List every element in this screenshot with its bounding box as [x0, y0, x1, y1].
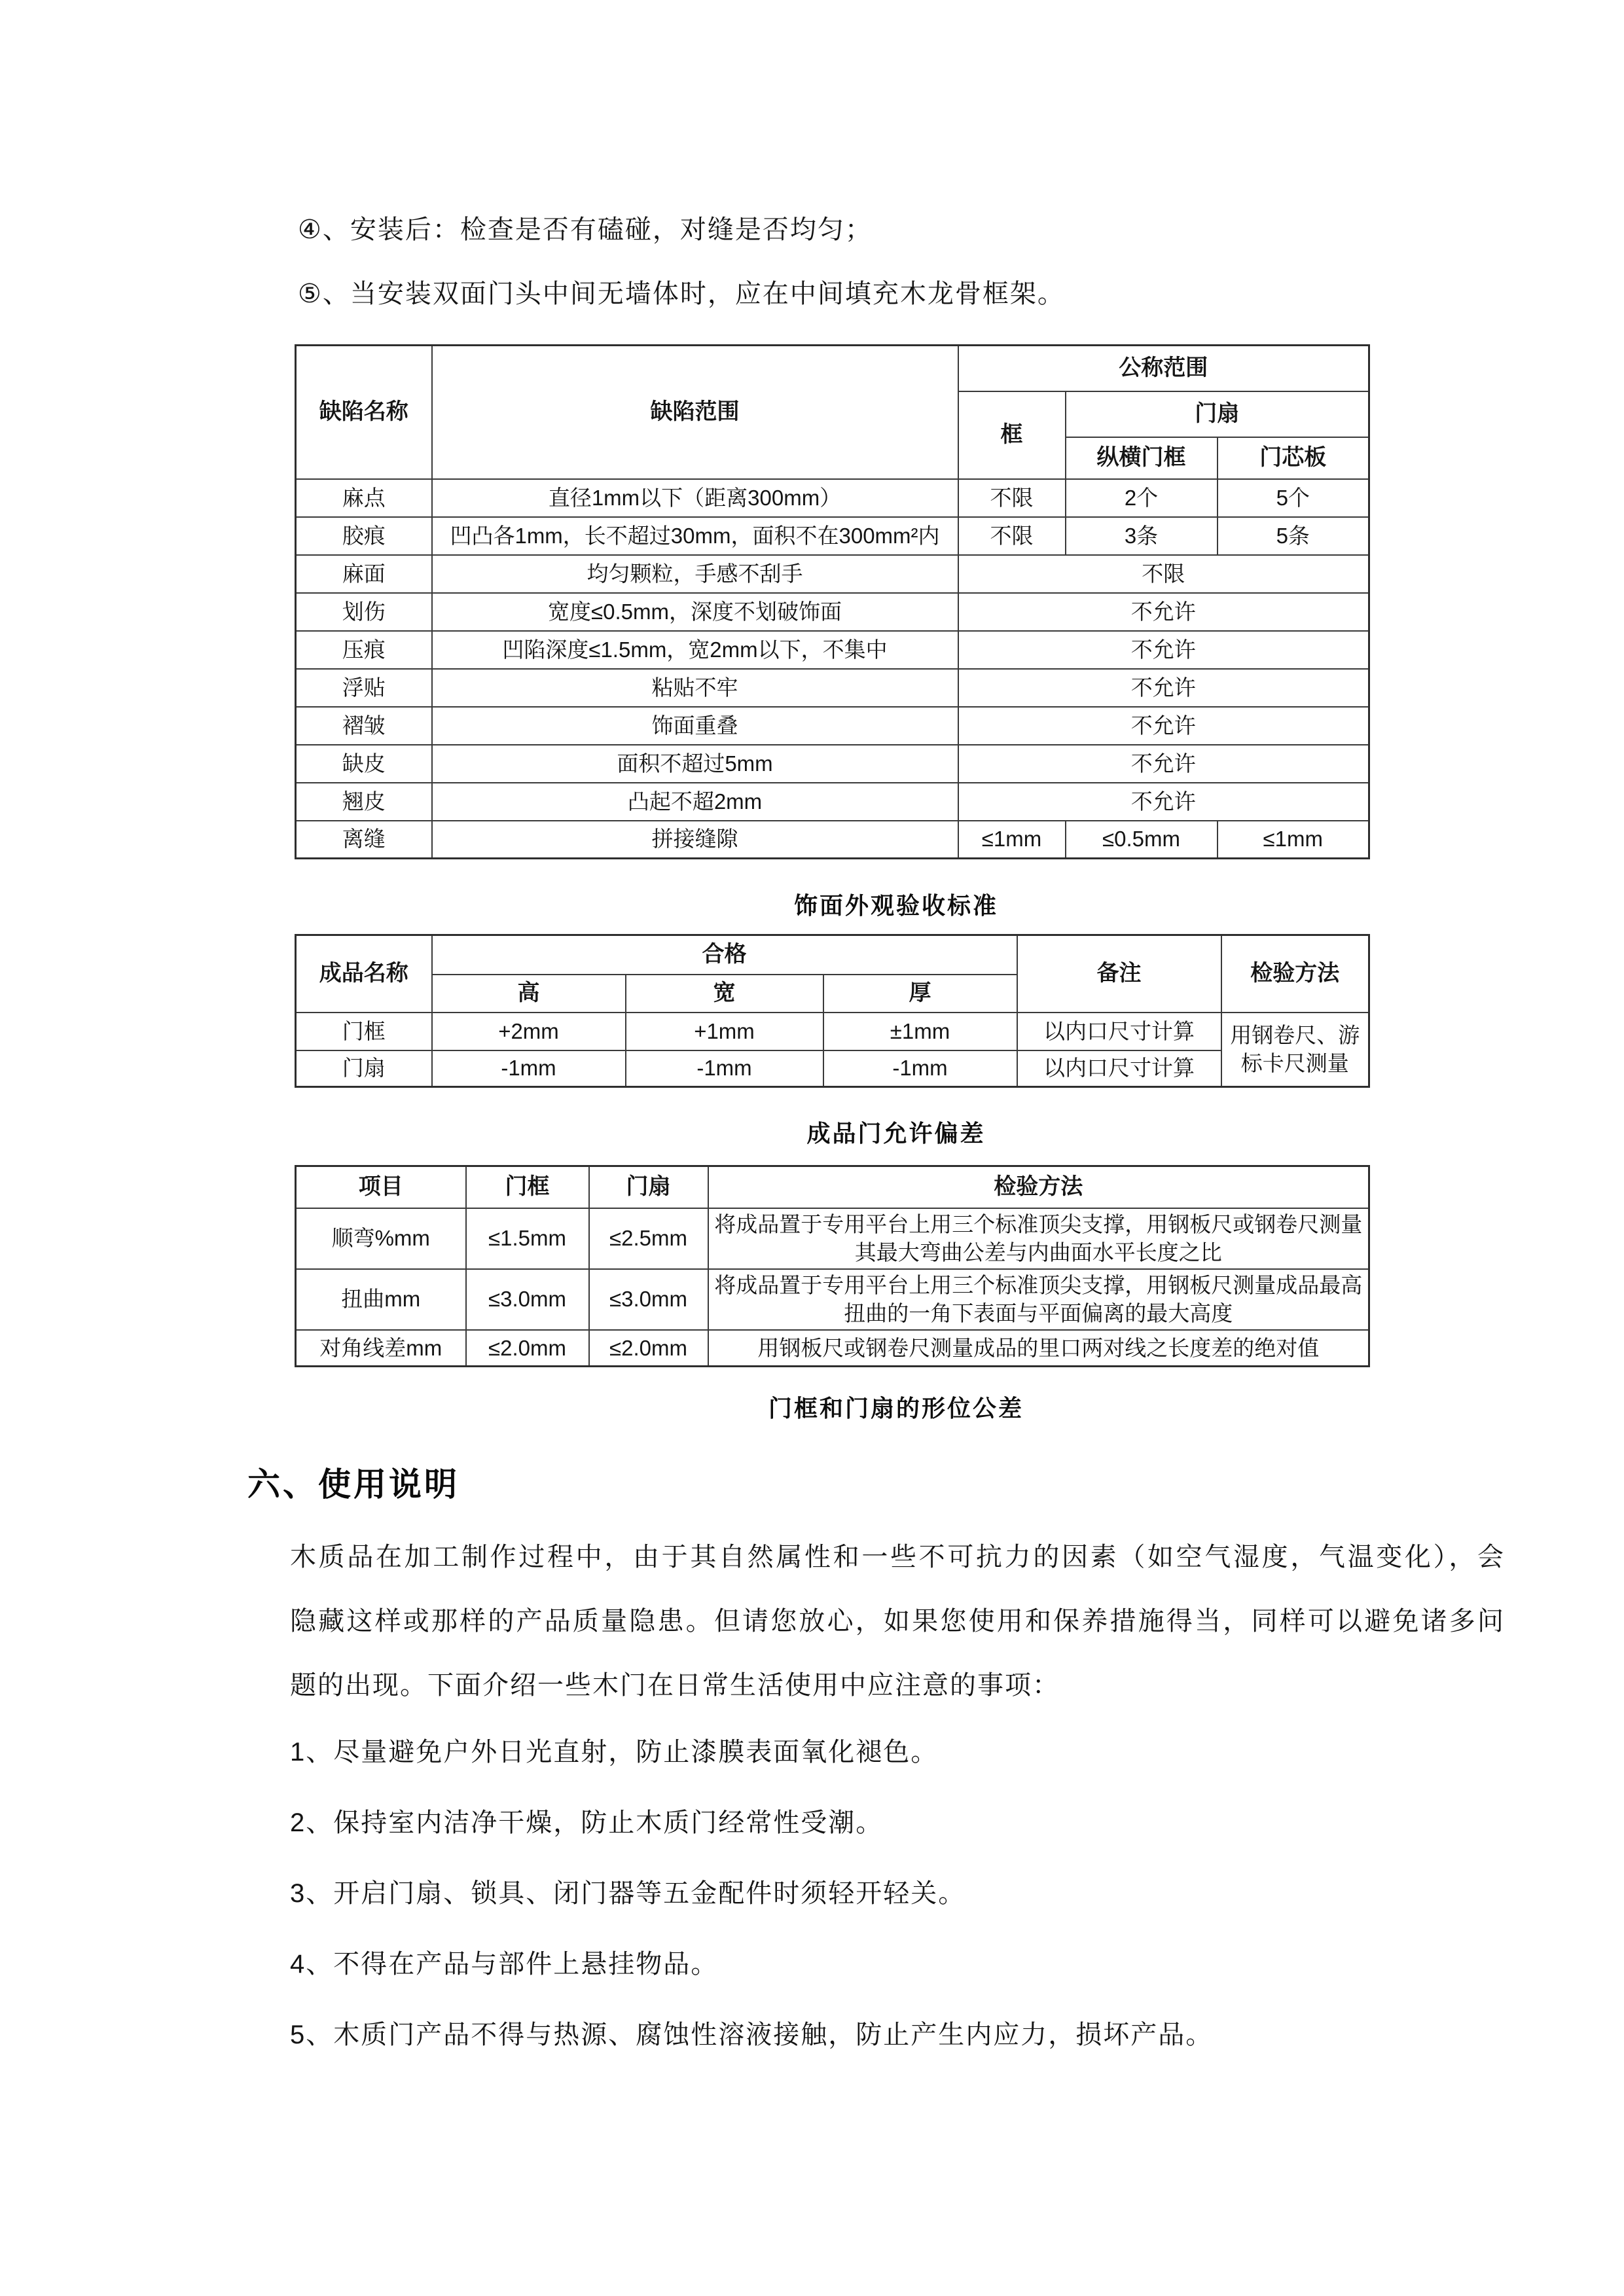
frame-value: ≤3.0mm: [466, 1269, 589, 1330]
defect-range: 饰面重叠: [432, 707, 958, 745]
usage-intro-paragraph: [290, 1525, 1505, 1717]
defect-range: 凹陷深度≤1.5mm，宽2mm以下，不集中: [432, 631, 958, 669]
table-row: [296, 517, 1369, 555]
frame-value: ≤1mm: [958, 821, 1066, 859]
defect-range: 凸起不超2mm: [432, 783, 958, 821]
th-width: 宽: [626, 975, 823, 1013]
merged-value: 不允许: [958, 745, 1369, 783]
defect-range: 拼接缝隙: [432, 821, 958, 859]
defect-label: 翘皮: [296, 783, 432, 821]
frame-value: 不限: [958, 517, 1066, 555]
th-leaf: 门扇: [589, 1166, 708, 1208]
defect-label: 胶痕: [296, 517, 432, 555]
height-value: +2mm: [432, 1013, 626, 1050]
usage-item-5: 5、木质门产品不得与热源、腐蚀性溶液接触，防止产生内应力，损坏产品。: [290, 2020, 1214, 2049]
tolerance-table: [295, 934, 1370, 1088]
frame-value: 不限: [958, 479, 1066, 517]
th-nominal-range: 公称范围: [958, 346, 1369, 391]
install-note-5: ⑤、当安装双面门头中间无墙体时，应在中间填充木龙骨框架。: [298, 279, 1065, 308]
height-value: -1mm: [432, 1050, 626, 1087]
table-row: [296, 593, 1369, 631]
usage-item-4: 4、不得在产品与部件上悬挂物品。: [290, 1950, 719, 1979]
table-row: [296, 669, 1369, 707]
usage-items-list: [290, 1737, 1213, 2090]
product-label: 门框: [296, 1013, 432, 1050]
th-frame: 框: [958, 391, 1066, 479]
table-row: [296, 1269, 1369, 1330]
defects-table: [295, 344, 1370, 859]
defect-label: 缺皮: [296, 745, 432, 783]
usage-item-2: 2、保持室内洁净干燥，防止木质门经常性受潮。: [290, 1808, 884, 1837]
table3-caption: 门框和门扇的形位公差: [768, 1395, 1024, 1422]
leaf-value: ≤2.0mm: [589, 1330, 708, 1367]
table-row: [296, 1208, 1369, 1269]
table-row: [296, 631, 1369, 669]
th-note: 备注: [1017, 935, 1221, 1013]
defect-label: 麻面: [296, 555, 432, 593]
defect-range: 均匀颗粒，手感不刮手: [432, 555, 958, 593]
table-row: [296, 707, 1369, 745]
defect-label: 划伤: [296, 593, 432, 631]
table-row: [296, 1050, 1369, 1087]
th-product-name: 成品名称: [296, 935, 432, 1013]
width-value: -1mm: [626, 1050, 823, 1087]
defect-label: 浮贴: [296, 669, 432, 707]
defect-range: 粘贴不牢: [432, 669, 958, 707]
th-thickness: 厚: [823, 975, 1017, 1013]
defect-label: 麻点: [296, 479, 432, 517]
table1-caption: 饰面外观验收标准: [793, 892, 998, 919]
table-row: [296, 783, 1369, 821]
merged-value: 不允许: [958, 593, 1369, 631]
table-row: [296, 555, 1369, 593]
th-core-board: 门芯板: [1218, 437, 1369, 479]
paragraph-line: 木质品在加工制作过程中，由于其自然属性和一些不可抗力的因素（如空气湿度，气温变化），会: [290, 1543, 1505, 1571]
merged-value: 不限: [958, 555, 1369, 593]
merged-value: 不允许: [958, 707, 1369, 745]
merged-value: 不允许: [958, 783, 1369, 821]
table-row: [296, 745, 1369, 783]
th-defect-range: 缺陷范围: [432, 346, 958, 479]
method-value: 将成品置于专用平台上用三个标准顶尖支撑，用钢板尺或钢卷尺测量其最大弯曲公差与内曲面水平长度之比: [708, 1208, 1369, 1269]
method-value: 用钢卷尺、游标卡尺测量: [1221, 1013, 1369, 1087]
width-value: +1mm: [626, 1013, 823, 1050]
method-value: 将成品置于专用平台上用三个标准顶尖支撑，用钢板尺测量成品最高扭曲的一角下表面与平面偏离的最大高度: [708, 1269, 1369, 1330]
section-heading: 六、使用说明: [247, 1466, 460, 1503]
th-method: 检验方法: [1221, 935, 1369, 1013]
method-value: 用钢板尺或钢卷尺测量成品的里口两对线之长度差的绝对值: [708, 1330, 1369, 1367]
th-method: 检验方法: [708, 1166, 1369, 1208]
geometry-tolerance-table: [295, 1165, 1370, 1367]
vframe-value: 2个: [1066, 479, 1218, 517]
thickness-value: ±1mm: [823, 1013, 1017, 1050]
frame-value: ≤1.5mm: [466, 1208, 589, 1269]
table2-caption: 成品门允许偏差: [806, 1120, 986, 1147]
th-frame: 门框: [466, 1166, 589, 1208]
paragraph-line: 题的出现。下面介绍一些木门在日常生活使用中应注意的事项：: [290, 1671, 1060, 1700]
paragraph-line: 隐藏这样或那样的产品质量隐患。但请您放心，如果您使用和保养措施得当，同样可以避免诸多问: [290, 1607, 1505, 1636]
defect-label: 离缝: [296, 821, 432, 859]
leaf-value: ≤2.5mm: [589, 1208, 708, 1269]
table-row: [296, 1013, 1369, 1050]
merged-value: 不允许: [958, 669, 1369, 707]
install-notes-list: [298, 215, 1065, 343]
leaf-value: ≤3.0mm: [589, 1269, 708, 1330]
frame-value: ≤2.0mm: [466, 1330, 589, 1367]
defect-range: 宽度≤0.5mm，深度不划破饰面: [432, 593, 958, 631]
defect-range: 面积不超过5mm: [432, 745, 958, 783]
usage-item-3: 3、开启门扇、锁具、闭门器等五金配件时须轻开轻关。: [290, 1879, 966, 1908]
usage-item-1: 1、尽量避免户外日光直射，防止漆膜表面氧化褪色。: [290, 1738, 939, 1767]
core-value: ≤1mm: [1218, 821, 1369, 859]
defect-label: 压痕: [296, 631, 432, 669]
defect-range: 直径1mm以下（距离300mm）: [432, 479, 958, 517]
note-value: 以内口尺寸计算: [1017, 1050, 1221, 1087]
vframe-value: 3条: [1066, 517, 1218, 555]
th-defect-name: 缺陷名称: [296, 346, 432, 479]
vframe-value: ≤0.5mm: [1066, 821, 1218, 859]
th-height: 高: [432, 975, 626, 1013]
item-label: 对角线差mm: [296, 1330, 466, 1367]
product-label: 门扇: [296, 1050, 432, 1087]
core-value: 5条: [1218, 517, 1369, 555]
merged-value: 不允许: [958, 631, 1369, 669]
note-value: 以内口尺寸计算: [1017, 1013, 1221, 1050]
install-note-4: ④、安装后：检查是否有磕碰，对缝是否均匀；: [298, 215, 873, 244]
table-row: [296, 1330, 1369, 1367]
table-row: [296, 479, 1369, 517]
th-vh-frame: 纵横门框: [1066, 437, 1218, 479]
thickness-value: -1mm: [823, 1050, 1017, 1087]
th-item: 项目: [296, 1166, 466, 1208]
defect-label: 褶皱: [296, 707, 432, 745]
defect-range: 凹凸各1mm，长不超过30mm，面积不在300mm²内: [432, 517, 958, 555]
table-row: [296, 821, 1369, 859]
th-door-leaf: 门扇: [1066, 391, 1369, 437]
item-label: 顺弯%mm: [296, 1208, 466, 1269]
item-label: 扭曲mm: [296, 1269, 466, 1330]
core-value: 5个: [1218, 479, 1369, 517]
th-pass: 合格: [432, 935, 1017, 975]
